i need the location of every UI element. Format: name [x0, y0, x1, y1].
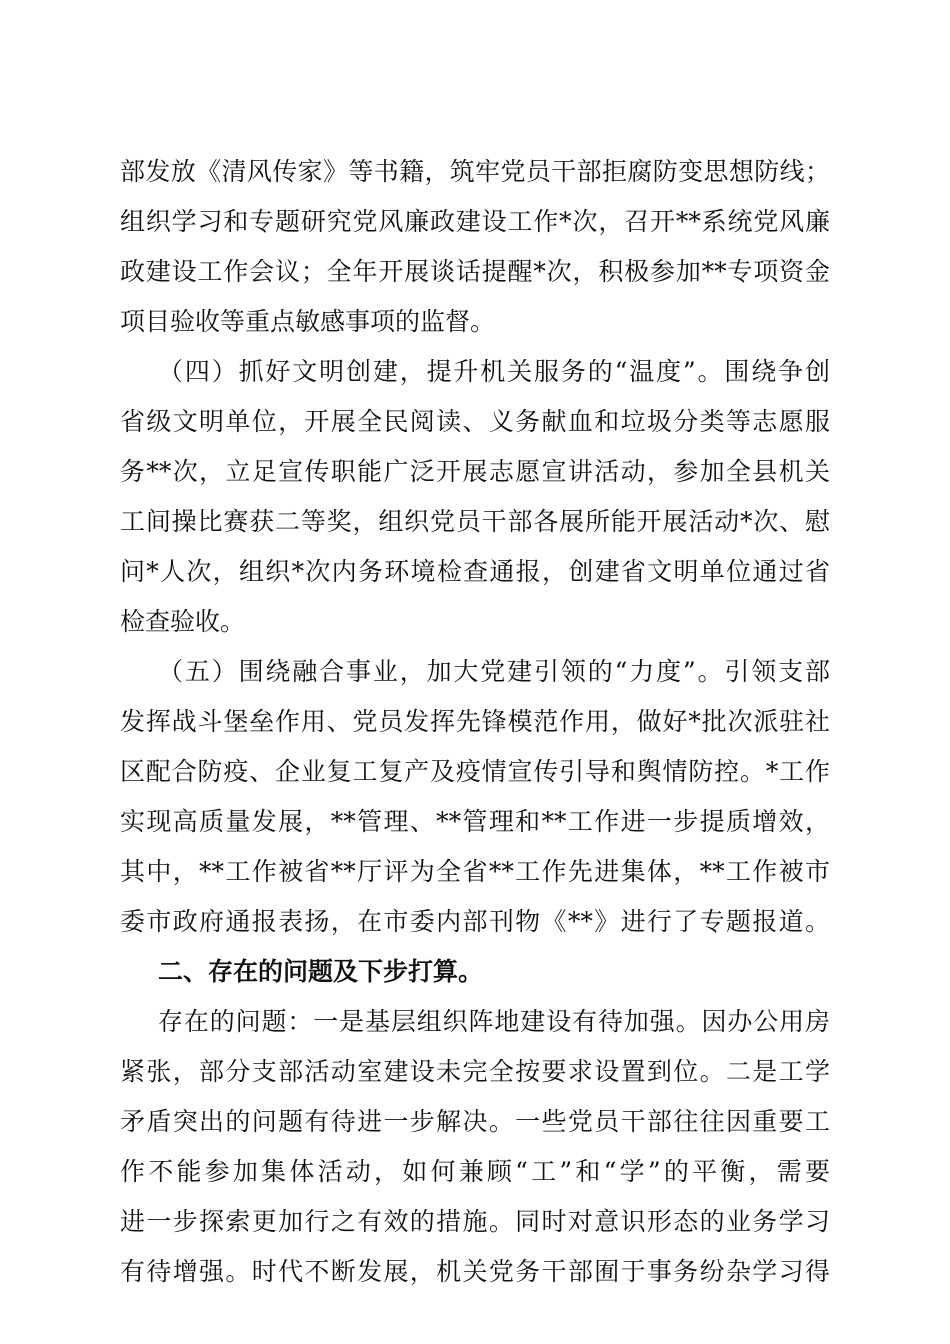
paragraph-4-line-3: 矛盾突出的问题有待进一步解决。一些党员干部往往因重要工 — [120, 1107, 830, 1136]
paragraph-4-line-6: 有待增强。时代不断发展，机关党务干部囿于事务纷杂学习得 — [120, 1257, 830, 1286]
paragraph-4-line-5: 进一步探索更加行之有效的措施。同时对意识形态的业务学习 — [120, 1207, 830, 1236]
paragraph-3-line-5: 其中，**工作被省**厅评为全省**工作先进集体，**工作被市 — [120, 857, 830, 886]
paragraph-2-line-1: （四）抓好文明创建，提升机关服务的“温度”。围绕争创 — [158, 357, 830, 386]
paragraph-1-line-4: 项目验收等重点敏感事项的监督。 — [120, 307, 496, 336]
paragraph-2-line-5: 问*人次，组织*次内务环境检查通报，创建省文明单位通过省 — [120, 557, 830, 586]
paragraph-2-line-3: 务**次，立足宣传职能广泛开展志愿宣讲活动，参加全县机关 — [120, 457, 830, 486]
paragraph-4-line-2: 紧张，部分支部活动室建设未完全按要求设置到位。二是工学 — [120, 1057, 830, 1086]
paragraph-3-line-1: （五）围绕融合事业，加大党建引领的“力度”。引领支部 — [158, 657, 830, 686]
paragraph-2-line-2: 省级文明单位，开展全民阅读、义务献血和垃圾分类等志愿服 — [120, 407, 830, 436]
paragraph-3-line-2: 发挥战斗堡垒作用、党员发挥先锋模范作用，做好*批次派驻社 — [120, 707, 830, 736]
paragraph-1-line-2: 组织学习和专题研究党风廉政建设工作*次，召开**系统党风廉 — [120, 207, 830, 236]
paragraph-4-line-1: 存在的问题：一是基层组织阵地建设有待加强。因办公用房 — [158, 1007, 830, 1036]
paragraph-2-line-4: 工间操比赛获二等奖，组织党员干部各展所能开展活动*次、慰 — [120, 507, 830, 536]
paragraph-3-line-3: 区配合防疫、企业复工复产及疫情宣传引导和舆情防控。*工作 — [120, 757, 830, 786]
paragraph-1-line-3: 政建设工作会议；全年开展谈话提醒*次，积极参加**专项资金 — [120, 257, 830, 286]
paragraph-3-line-6: 委市政府通报表扬，在市委内部刊物《**》进行了专题报道。 — [120, 907, 830, 936]
paragraph-2-line-6: 检查验收。 — [120, 607, 246, 636]
paragraph-1-line-1: 部发放《清风传家》等书籍，筑牢党员干部拒腐防变思想防线； — [120, 157, 830, 186]
paragraph-4-line-4: 作不能参加集体活动，如何兼顾“工”和“学”的平衡，需要 — [120, 1157, 830, 1186]
section-heading: 二、存在的问题及下步打算。 — [158, 957, 484, 986]
paragraph-3-line-4: 实现高质量发展，**管理、**管理和**工作进一步提质增效， — [120, 807, 830, 836]
